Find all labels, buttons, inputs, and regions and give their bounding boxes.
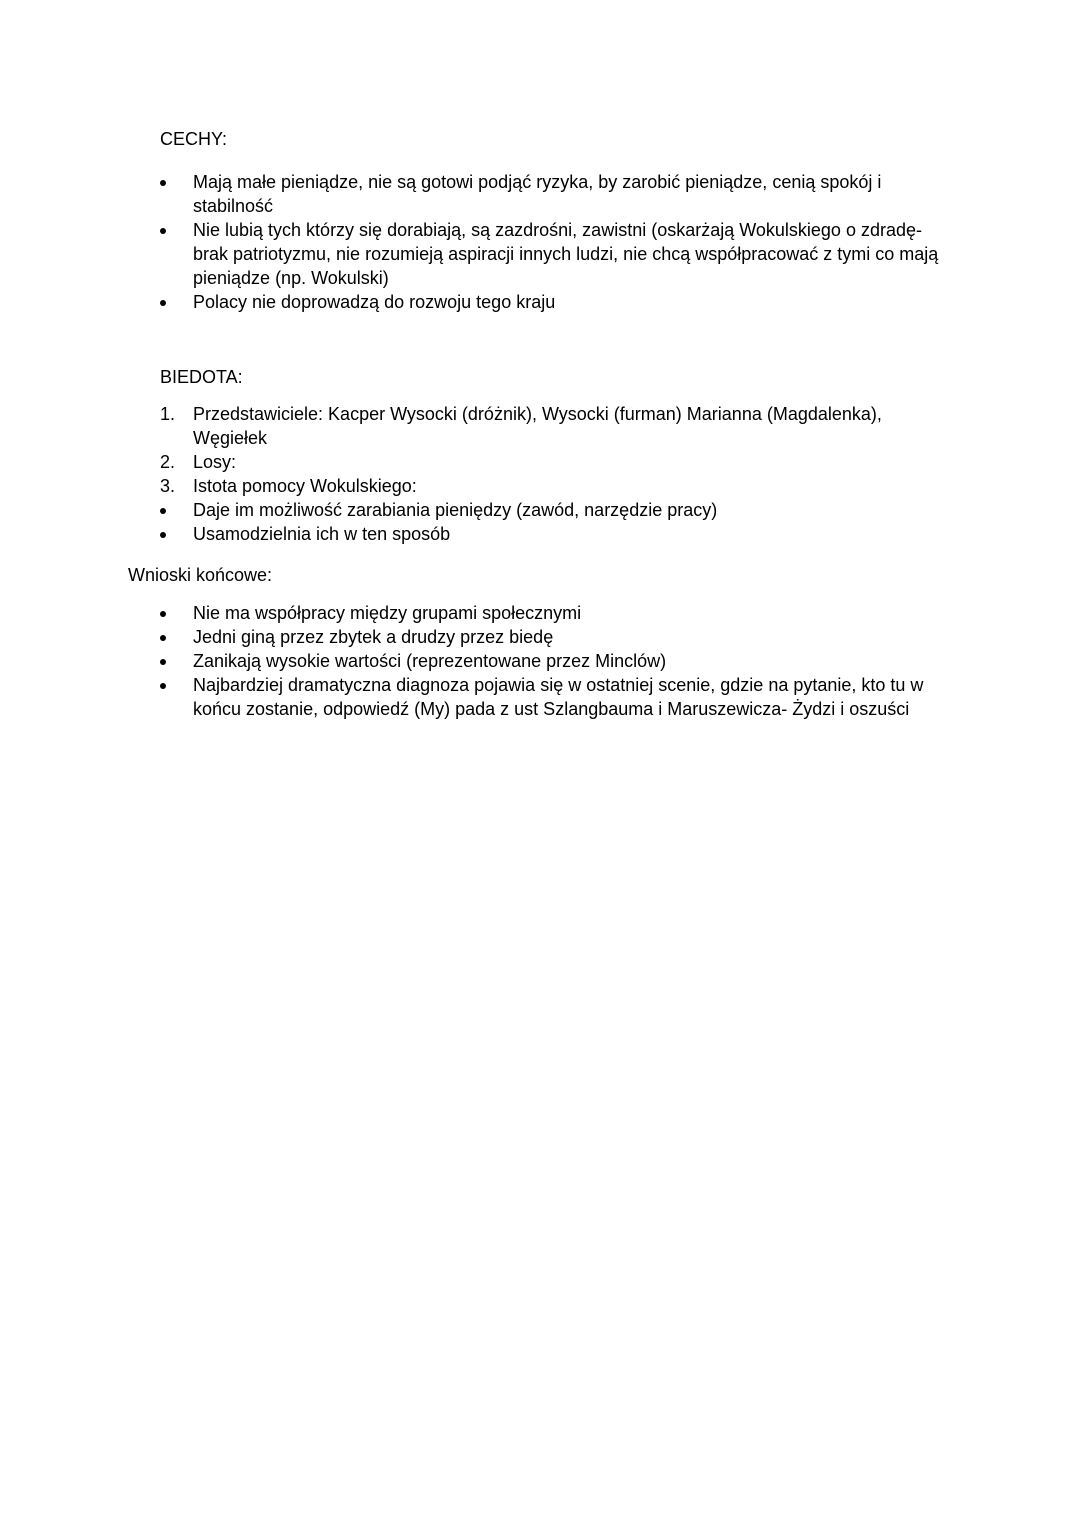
numbered-item bbox=[160, 474, 960, 498]
list-item bbox=[160, 673, 960, 721]
cechy-list bbox=[160, 170, 960, 314]
bullet-icon bbox=[160, 508, 166, 514]
section-heading-wnioski: Wnioski końcowe: bbox=[128, 565, 273, 585]
list-item-text: Mają małe pieniądze, nie są gotowi podjąć ryzyka, by zarobić pieniądze, cenią spokój i stabilność bbox=[193, 172, 882, 216]
biedota-numbered-list bbox=[160, 402, 960, 546]
list-item-text: Daje im możliwość zarabiania pieniędzy (zawód, narzędzie pracy) bbox=[193, 500, 718, 520]
bullet-icon bbox=[160, 300, 166, 306]
numbered-item-text: Istota pomocy Wokulskiego: bbox=[193, 476, 417, 496]
item-number: 1. bbox=[160, 404, 176, 424]
bullet-icon bbox=[160, 659, 166, 665]
list-item bbox=[160, 290, 960, 314]
wnioski-list bbox=[160, 601, 960, 721]
bullet-icon bbox=[160, 180, 166, 186]
numbered-item-text: Przedstawiciele: Kacper Wysocki (dróżnik), Wysocki (furman) Marianna (Magdalenka), Węgiełek bbox=[193, 404, 882, 448]
list-item bbox=[160, 170, 960, 218]
numbered-item bbox=[160, 450, 960, 474]
list-item-text: Usamodzielnia ich w ten sposób bbox=[193, 524, 451, 544]
list-item-text: Nie ma współpracy między grupami społecznymi bbox=[193, 603, 582, 623]
list-item-text: Zanikają wysokie wartości (reprezentowane przez Minclów) bbox=[193, 651, 667, 671]
list-item bbox=[160, 218, 960, 290]
list-item bbox=[160, 601, 960, 625]
list-item bbox=[160, 498, 960, 522]
list-item bbox=[160, 625, 960, 649]
bullet-icon bbox=[160, 635, 166, 641]
item-number: 2. bbox=[160, 452, 176, 472]
section-heading-biedota: BIEDOTA: bbox=[160, 367, 243, 387]
bullet-icon bbox=[160, 228, 166, 234]
item-number: 3. bbox=[160, 476, 176, 496]
bullet-icon bbox=[160, 611, 166, 617]
list-item-text: Jedni giną przez zbytek a drudzy przez biedę bbox=[193, 627, 554, 647]
bullet-icon bbox=[160, 532, 166, 538]
list-item bbox=[160, 522, 960, 546]
list-item-text: Polacy nie doprowadzą do rozwoju tego kraju bbox=[193, 292, 556, 312]
numbered-item-text: Losy: bbox=[193, 452, 237, 472]
numbered-item bbox=[160, 402, 960, 450]
list-item-text: Nie lubią tych którzy się dorabiają, są zazdrośni, zawistni (oskarżają Wokulskiego o zdradę- brak patriotyzmu, nie rozumieją aspiracji innych ludzi, nie chcą współpracować z tymi co mają pieniądze (np. Wokulski) bbox=[193, 220, 939, 288]
bullet-icon bbox=[160, 683, 166, 689]
section-heading-cechy: CECHY: bbox=[160, 129, 228, 149]
list-item bbox=[160, 649, 960, 673]
list-item-text: Najbardziej dramatyczna diagnoza pojawia się w ostatniej scenie, gdzie na pytanie, kto tu w końcu zostanie, odpowiedź (My) pada z ust Szlangbauma i Maruszewicza- Żydzi i oszuści bbox=[193, 675, 924, 719]
